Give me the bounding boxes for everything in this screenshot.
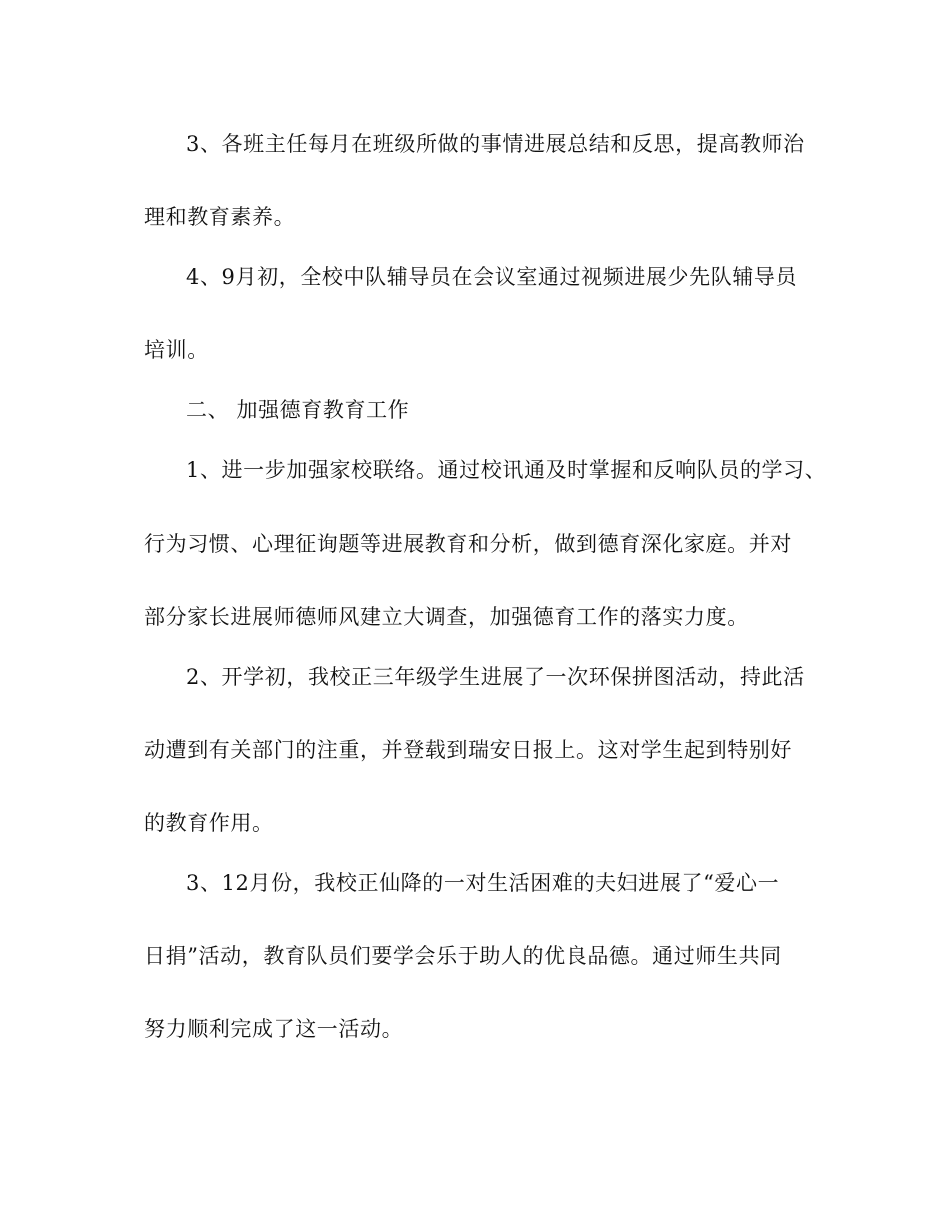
section-heading: 二、 加强德育教育工作 — [186, 398, 410, 422]
item-3-line-2: 日捐”活动，教育队员们要学会乐于助人的优良品德。通过师生共同 — [144, 944, 782, 968]
paragraph-3-line-2: 理和教育素养。 — [144, 205, 296, 229]
item-1-line-3: 部分家长进展师德师风建立大调查，加强德育工作的落实力度。 — [144, 605, 749, 629]
item-3-line-3: 努力顺利完成了这一活动。 — [144, 1017, 404, 1041]
item-2-line-3: 的教育作用。 — [144, 811, 274, 835]
item-2-line-2: 动遭到有关部门的注重，并登载到瑞安日报上。这对学生起到特别好 — [144, 738, 792, 762]
paragraph-3-line-1: 3、各班主任每月在班级所做的事情进展总结和反思，提高教师治 — [186, 132, 805, 156]
paragraph-4-line-2: 培训。 — [144, 338, 209, 362]
item-3-line-1: 3、12月份，我校正仙降的一对生活困难的夫妇进展了“爱心一 — [186, 871, 780, 895]
paragraph-4-line-1: 4、9月初，全校中队辅导员在会议室通过视频进展少先队辅导员 — [186, 265, 798, 289]
item-2-line-1: 2、开学初，我校正三年级学生进展了一次环保拼图活动，持此活 — [186, 665, 805, 689]
item-1-line-1: 1、进一步加强家校联络。通过校讯通及时掌握和反响队员的学习、 — [186, 458, 827, 482]
item-1-line-2: 行为习惯、心理征询题等进展教育和分析，做到德育深化家庭。并对 — [144, 532, 792, 556]
